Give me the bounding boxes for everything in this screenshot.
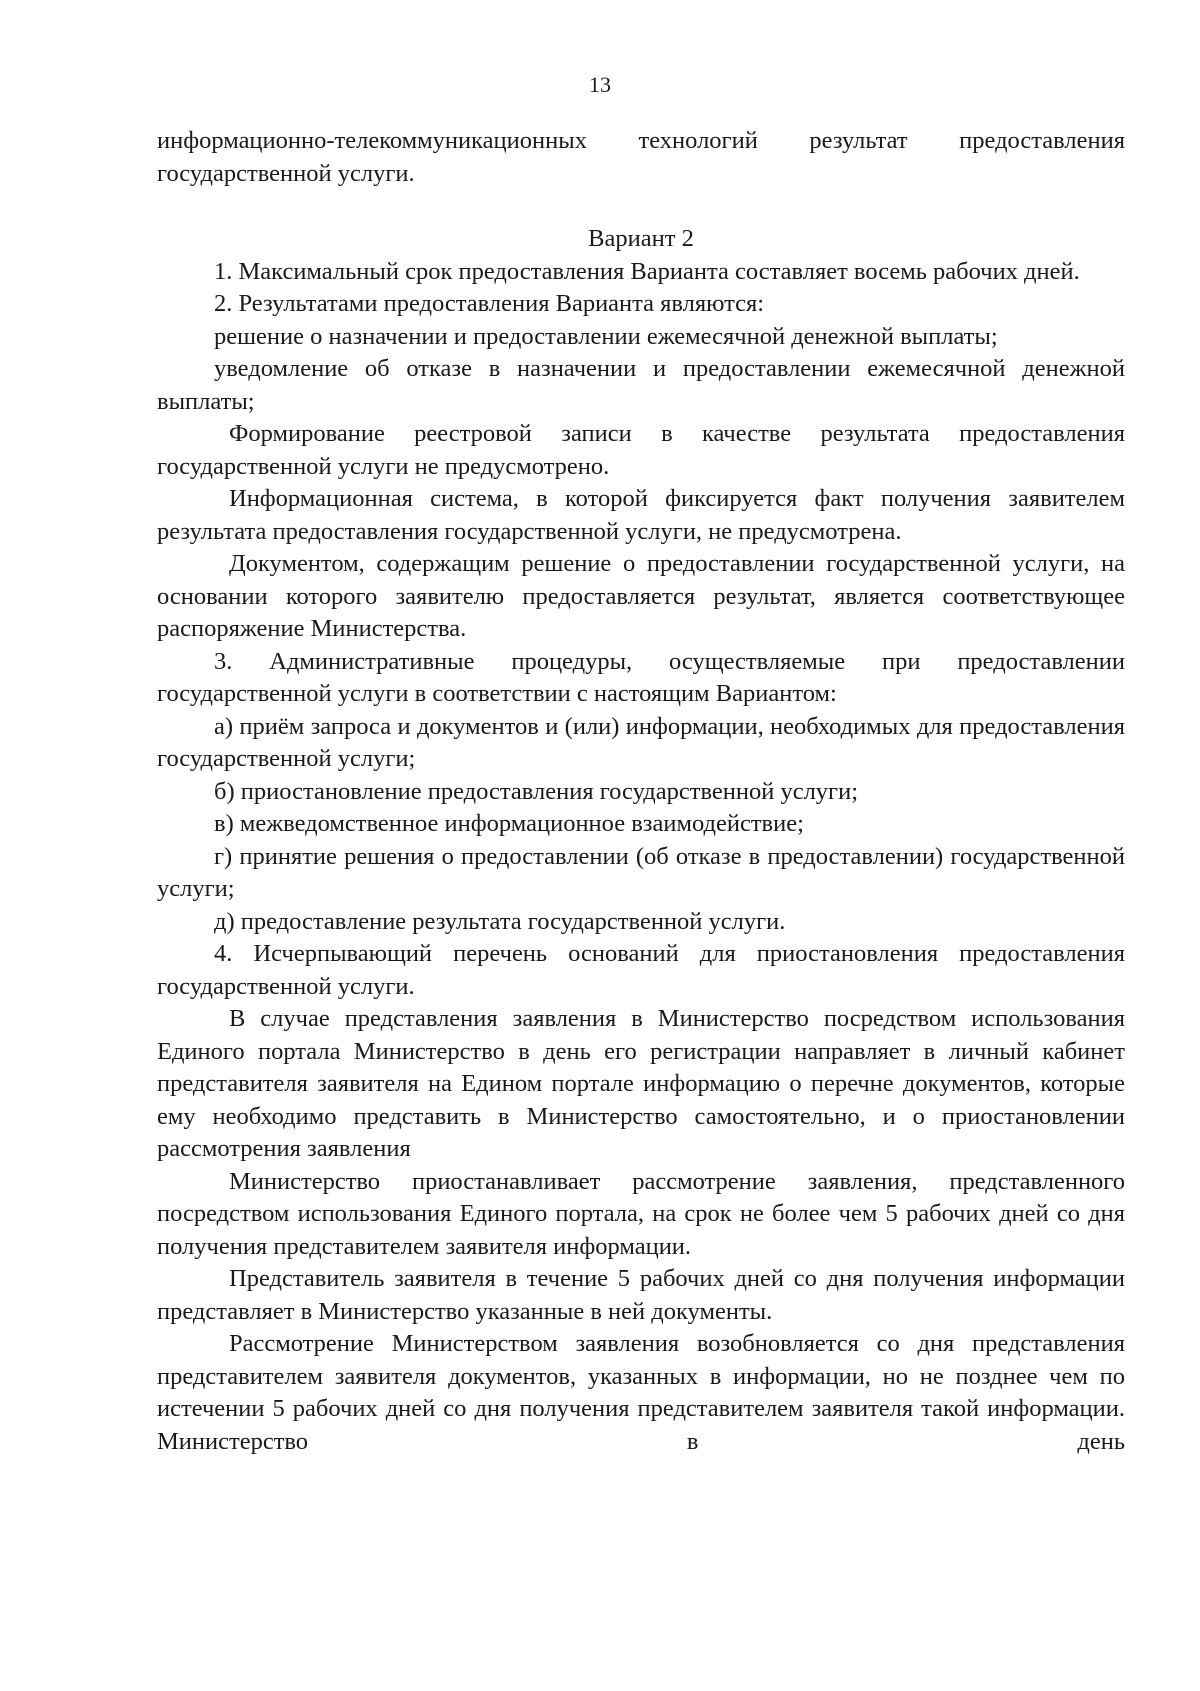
result-item-refusal: уведомление об отказе в назначении и предоставлении ежемесячной денежной выплаты; — [157, 355, 1125, 415]
paragraph-portal-application: В случае представления заявления в Министерство посредством использования Единого портала Министерство в день его регистрации направляет в личный кабинет представителя заявителя на Едином портале информацию о перечне документов, которые ему необходимо представить в Министерство самостоятельно, и о приостановлении рассмотрения заявления — [157, 1005, 1125, 1162]
procedure-item-g: г) принятие решения о предоставлении (об отказе в предоставлении) государственной услуги; — [157, 842, 1125, 902]
paragraph-suspension-term: Министерство приостанавливает рассмотрение заявления, представленного посредством использования Единого портала, на срок не более чем 5 рабочих дней со дня получения представителем заявителя информации. — [157, 1167, 1125, 1260]
paragraph-decision-document: Документом, содержащим решение о предоставлении государственной услуги, на основании которого заявителю предоставляется результат, является соответствующее распоряжение Министерства. — [157, 550, 1125, 642]
procedure-item-v: в) межведомственное информационное взаимодействие; — [214, 810, 804, 837]
document-body — [157, 125, 1125, 1458]
result-item-decision: решение о назначении и предоставлении ежемесячной денежной выплаты; — [214, 322, 998, 350]
paragraph-registry-record: Формирование реестровой записи в качестве результата предоставления государственной услуги не предусмотрено. — [157, 420, 1125, 480]
spacer — [157, 190, 1125, 223]
paragraph-information-system: Информационная система, в которой фиксируется факт получения заявителем результата предоставления государственной услуги, не предусмотрена. — [157, 485, 1125, 545]
page-number: 13 — [589, 72, 611, 97]
procedure-item-a: а) приём запроса и документов и (или) информации, необходимых для предоставления государственной услуги; — [157, 712, 1125, 772]
paragraph-documents-submission: Представитель заявителя в течение 5 рабочих дней со дня получения информации представляет в Министерство указанные в ней документы. — [157, 1265, 1125, 1325]
paragraph-results-intro: 2. Результатами предоставления Варианта являются: — [214, 290, 765, 317]
paragraph-continuation: информационно-телекоммуникационных технологий результат предоставления государственной услуги. — [157, 127, 1125, 187]
paragraph-term: 1. Максимальный срок предоставления Варианта составляет восемь рабочих дней. — [214, 257, 1080, 285]
paragraph-resumption: Рассмотрение Министерством заявления возобновляется со дня представления представителем заявителя документов, указанных в информации, но не позднее чем по истечении 5 рабочих дней со дня получения представителем заявителя такой информации. Министерство в день — [157, 1330, 1125, 1455]
section-heading: Вариант 2 — [588, 225, 694, 252]
paragraph-procedures-intro: 3. Административные процедуры, осуществляемые при предоставлении государственной услуги в соответствии с настоящим Вариантом: — [157, 647, 1125, 707]
procedure-item-d: д) предоставление результата государственной услуги. — [214, 907, 786, 935]
procedure-item-b: б) приостановление предоставления государственной услуги; — [214, 777, 859, 805]
paragraph-suspension-grounds: 4. Исчерпывающий перечень оснований для приостановления предоставления государственной услуги. — [157, 940, 1125, 1000]
